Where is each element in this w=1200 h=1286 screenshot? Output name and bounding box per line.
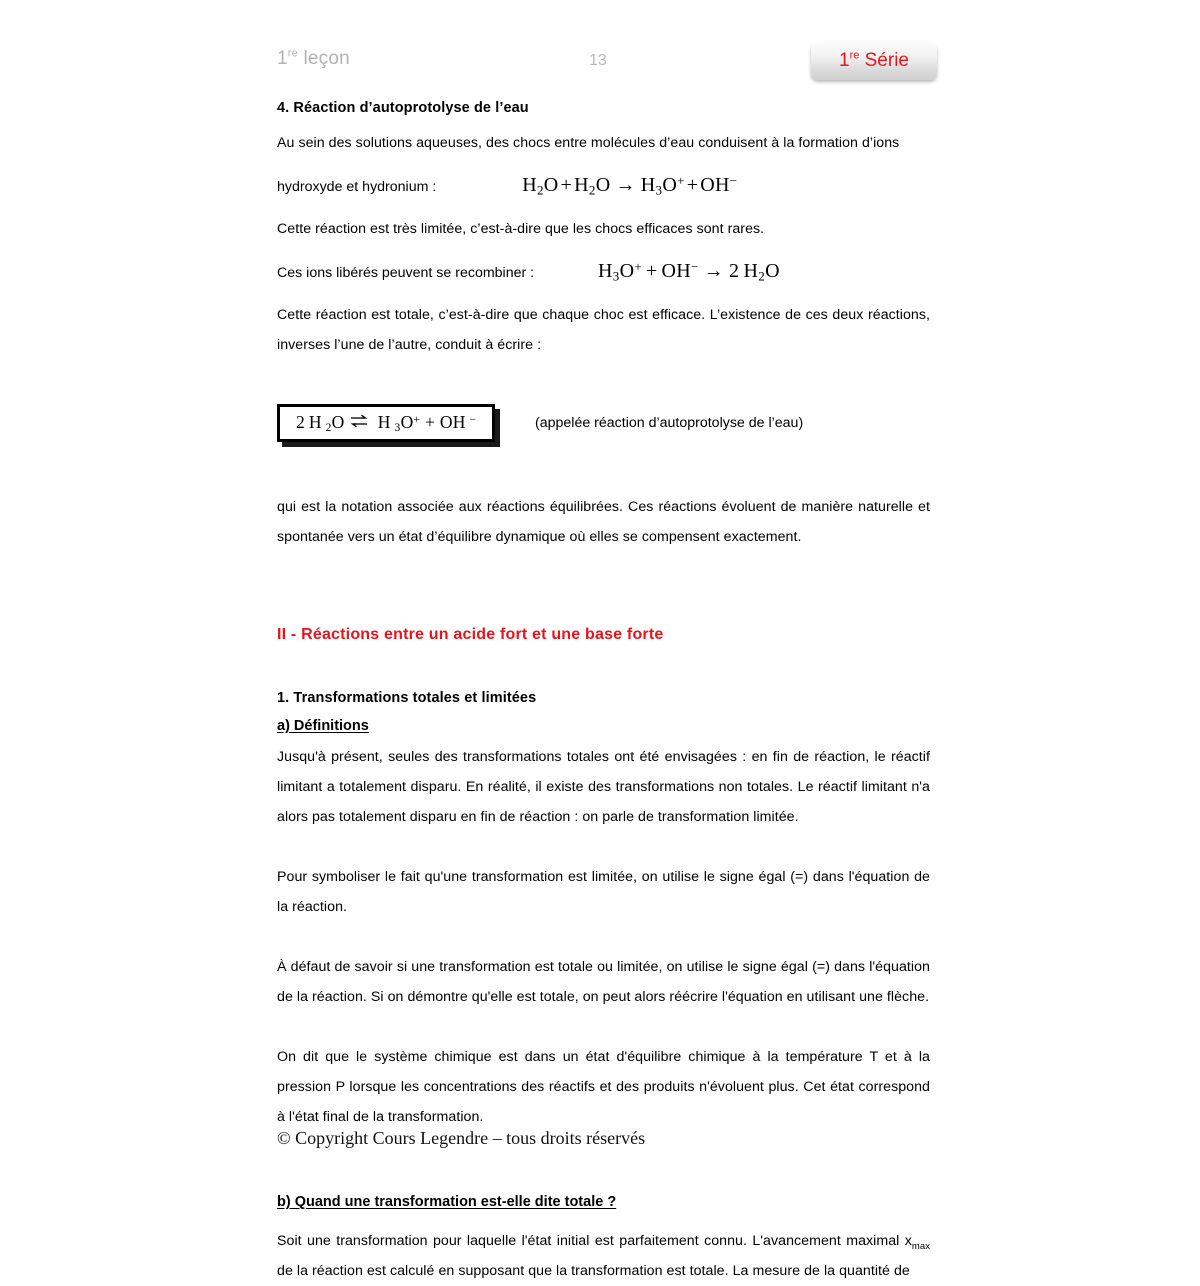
header-lesson-number: 1: [277, 48, 288, 69]
paragraph-signe-egal: Pour symboliser le fait qu'une transformation est limitée, on utilise le signe égal (=) dans l'équation de la réaction.: [277, 869, 930, 915]
paragraph-intro-autoprotolyse: Au sein des solutions aqueuses, des chocs entre molécules d’eau conduisent à la formation d’ions: [277, 135, 900, 151]
spacer: [277, 158, 930, 170]
header-lesson-word: leçon: [297, 48, 350, 69]
heading-definitions: a) Définitions: [277, 718, 369, 734]
serie-badge: [811, 42, 937, 80]
equation-1-label: hydroxyde et hydronium :: [277, 179, 437, 195]
equation-row-2: [277, 256, 930, 288]
serie-badge-number: 1: [839, 50, 850, 71]
footer-copyright: © Copyright Cours Legendre – tous droits réservés: [277, 1128, 646, 1148]
equation-row-1: [277, 170, 930, 202]
spacer: [277, 1012, 930, 1042]
spacer: [277, 832, 930, 862]
heading-section-II: II - Réactions entre un acide fort et une base forte: [277, 626, 664, 643]
spacer: [277, 202, 930, 214]
header-lesson-ordinal-suffix: re: [287, 47, 298, 60]
paragraph-defaut-savoir: À défaut de savoir si une transformation est totale ou limitée, on utilise le signe égal (=) dans l'équation de la réaction. Si on démontre qu'elle est totale, on peut alors réécrire l'équation en utilisant une flèche.: [277, 959, 930, 1005]
serie-badge-ordinal-suffix: re: [849, 49, 860, 62]
paragraph-reaction-totale: Cette réaction est totale, c’est-à-dire que chaque choc est efficace. L’existence de ces deux réactions, inverses l’une de l’autre, conduit à écrire :: [277, 307, 930, 353]
spacer: [277, 1210, 930, 1226]
heading-section-4: 4. Réaction d’autoprotolyse de l’eau: [277, 100, 529, 116]
paragraph-avancement-maximal: [277, 1226, 930, 1286]
spacer: [277, 922, 930, 952]
serie-badge-word: Série: [859, 50, 909, 71]
spacer: [277, 244, 930, 256]
equilibrium-arrows-icon: [349, 415, 369, 433]
equation-1: $H_2O + H_2O \to H_3O^+ + OH^-$: [522, 173, 738, 198]
heading-subsection-1: 1. Transformations totales et limitées: [277, 690, 537, 706]
spacer: [277, 644, 930, 674]
page-number: 13: [589, 52, 607, 69]
spacer: [277, 552, 930, 602]
header-lesson-label: [277, 48, 350, 70]
document-body: [277, 100, 930, 1286]
equation-2: $H_3O^+$ + OH− → 2 $H_2O$: [598, 259, 780, 284]
paragraph-definitions: Jusqu'à présent, seules des transformations totales ont été envisagées : en fin de réaction, le réactif limitant a totalement disparu. En réalité, il existe des transformations non totales. Le réactif limitant n'a alors pas totalement disparu en fin de réaction : on parle de transformation limitée.: [277, 749, 930, 825]
boxed-equation: 2 H $_2$O H $_3$O+ + OH −: [296, 412, 477, 435]
spacer: [277, 448, 930, 492]
spacer: [277, 1182, 930, 1194]
spacer: [277, 288, 930, 300]
spacer: [277, 674, 930, 690]
paragraph-equilibre-chimique: On dit que le système chimique est dans un état d'équilibre chimique à la température T et à la pression P lorsque les concentrations des réactifs et des produits n'évoluent plus. Cet état correspond à l'état final de la transformation.: [277, 1049, 930, 1125]
serie-badge-label: [839, 50, 909, 72]
boxed-equation-frame: [277, 404, 495, 442]
paragraph-avancement-text-1: Soit une transformation pour laquelle l'état initial est parfaitement connu. L'avancement maximal x: [277, 1233, 912, 1249]
boxed-equation-caption: (appelée réaction d’autoprotolyse de l’eau): [535, 415, 804, 431]
paragraph-notation-equilibrees: qui est la notation associée aux réactions équilibrées. Ces réactions évoluent de manière naturelle et spontanée vers un état d’équilibre dynamique où elles se compensent exactement.: [277, 499, 930, 545]
equation-2-label: Ces ions libérés peuvent se recombiner :: [277, 265, 535, 281]
page-header: [277, 42, 935, 86]
paragraph-avancement-text-2: de la réaction est calculé en supposant que la transformation est totale. La mesure de la quantité de: [277, 1263, 910, 1279]
xmax-subscript: max: [911, 1240, 930, 1252]
spacer: [277, 602, 930, 626]
spacer: [277, 734, 930, 742]
paragraph-reaction-limitee: Cette réaction est très limitée, c’est-à-dire que les chocs efficaces sont rares.: [277, 221, 765, 237]
spacer: [277, 360, 930, 404]
spacer: [277, 706, 930, 718]
heading-transformation-totale: b) Quand une transformation est-elle dite totale ?: [277, 1194, 617, 1210]
boxed-equation-line: [277, 404, 930, 448]
